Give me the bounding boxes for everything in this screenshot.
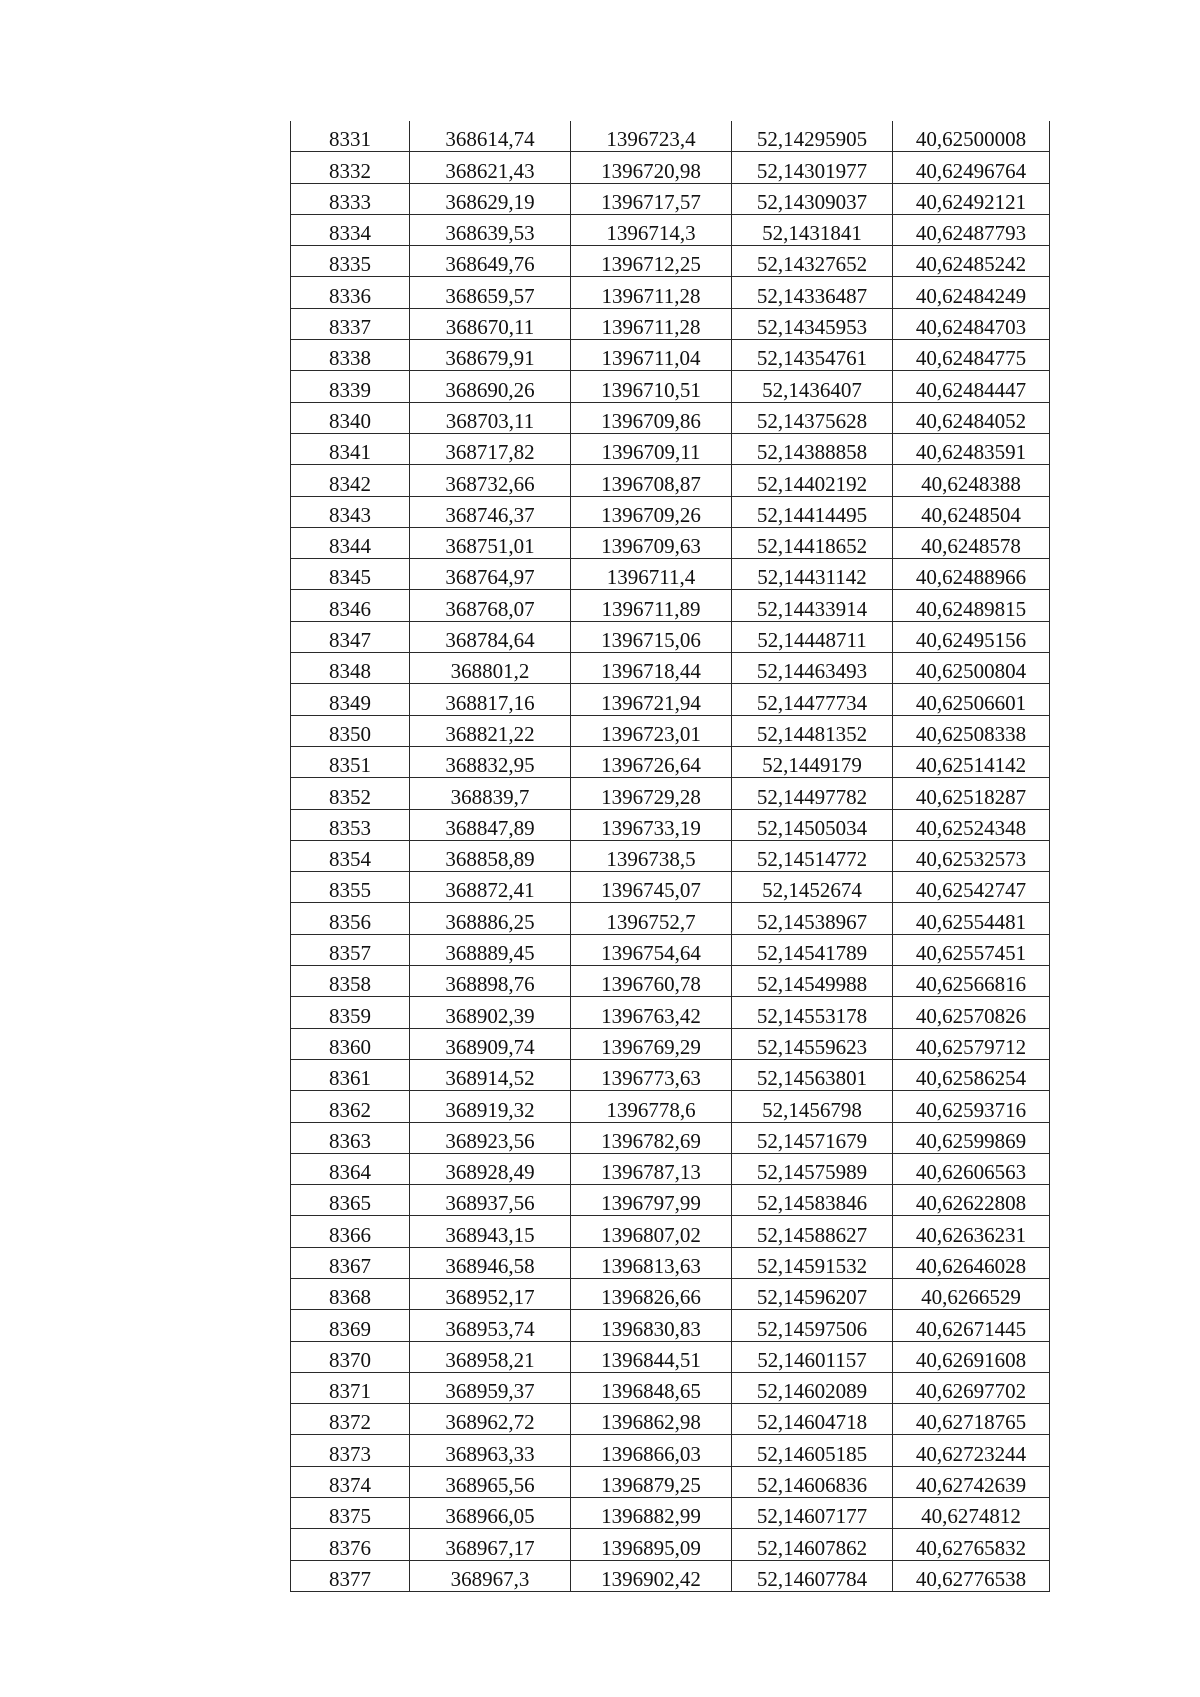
longitude-cell: 52,14553178 [732, 997, 893, 1028]
point-number-cell: 8341 [291, 433, 410, 464]
y-coordinate-cell: 1396708,87 [571, 465, 732, 496]
table-row [291, 1404, 1050, 1435]
y-coordinate-cell: 1396769,29 [571, 1028, 732, 1059]
table-row [291, 872, 1050, 903]
point-number-cell: 8340 [291, 402, 410, 433]
x-coordinate-cell: 368928,49 [410, 1153, 571, 1184]
x-coordinate-cell: 368959,37 [410, 1372, 571, 1403]
longitude-cell: 52,14431142 [732, 559, 893, 590]
x-coordinate-cell: 368886,25 [410, 903, 571, 934]
latitude-cell: 40,62518287 [893, 778, 1050, 809]
point-number-cell: 8356 [291, 903, 410, 934]
longitude-cell: 52,14591532 [732, 1247, 893, 1278]
latitude-cell: 40,62593716 [893, 1091, 1050, 1122]
table-row [291, 840, 1050, 871]
x-coordinate-cell: 368889,45 [410, 934, 571, 965]
point-number-cell: 8338 [291, 340, 410, 371]
table-row [291, 809, 1050, 840]
y-coordinate-cell: 1396752,7 [571, 903, 732, 934]
longitude-cell: 52,14602089 [732, 1372, 893, 1403]
longitude-cell: 52,14596207 [732, 1278, 893, 1309]
table-row [291, 340, 1050, 371]
point-number-cell: 8352 [291, 778, 410, 809]
y-coordinate-cell: 1396830,83 [571, 1310, 732, 1341]
table-row [291, 934, 1050, 965]
table-row [291, 277, 1050, 308]
point-number-cell: 8373 [291, 1435, 410, 1466]
y-coordinate-cell: 1396738,5 [571, 840, 732, 871]
longitude-cell: 52,14505034 [732, 809, 893, 840]
table-row [291, 1028, 1050, 1059]
latitude-cell: 40,62488966 [893, 559, 1050, 590]
y-coordinate-cell: 1396848,65 [571, 1372, 732, 1403]
x-coordinate-cell: 368751,01 [410, 527, 571, 558]
x-coordinate-cell: 368909,74 [410, 1028, 571, 1059]
longitude-cell: 52,14295905 [732, 121, 893, 152]
latitude-cell: 40,6248504 [893, 496, 1050, 527]
y-coordinate-cell: 1396882,99 [571, 1498, 732, 1529]
longitude-cell: 52,14463493 [732, 653, 893, 684]
point-number-cell: 8345 [291, 559, 410, 590]
point-number-cell: 8344 [291, 527, 410, 558]
latitude-cell: 40,62723244 [893, 1435, 1050, 1466]
table-row [291, 1278, 1050, 1309]
longitude-cell: 52,14418652 [732, 527, 893, 558]
longitude-cell: 52,14336487 [732, 277, 893, 308]
y-coordinate-cell: 1396718,44 [571, 653, 732, 684]
y-coordinate-cell: 1396773,63 [571, 1059, 732, 1090]
table-row [291, 183, 1050, 214]
x-coordinate-cell: 368967,17 [410, 1529, 571, 1560]
point-number-cell: 8376 [291, 1529, 410, 1560]
latitude-cell: 40,6266529 [893, 1278, 1050, 1309]
table-row [291, 527, 1050, 558]
table-row [291, 121, 1050, 152]
latitude-cell: 40,62492121 [893, 183, 1050, 214]
longitude-cell: 52,14583846 [732, 1185, 893, 1216]
y-coordinate-cell: 1396717,57 [571, 183, 732, 214]
latitude-cell: 40,6248578 [893, 527, 1050, 558]
longitude-cell: 52,14559623 [732, 1028, 893, 1059]
x-coordinate-cell: 368703,11 [410, 402, 571, 433]
x-coordinate-cell: 368914,52 [410, 1059, 571, 1090]
x-coordinate-cell: 368923,56 [410, 1122, 571, 1153]
longitude-cell: 52,14388858 [732, 433, 893, 464]
y-coordinate-cell: 1396711,89 [571, 590, 732, 621]
point-number-cell: 8349 [291, 684, 410, 715]
x-coordinate-cell: 368965,56 [410, 1466, 571, 1497]
y-coordinate-cell: 1396879,25 [571, 1466, 732, 1497]
table-row [291, 1185, 1050, 1216]
y-coordinate-cell: 1396712,25 [571, 246, 732, 277]
y-coordinate-cell: 1396813,63 [571, 1247, 732, 1278]
latitude-cell: 40,6274812 [893, 1498, 1050, 1529]
table-row [291, 1498, 1050, 1529]
latitude-cell: 40,62554481 [893, 903, 1050, 934]
table-row [291, 966, 1050, 997]
x-coordinate-cell: 368832,95 [410, 746, 571, 777]
longitude-cell: 52,14606836 [732, 1466, 893, 1497]
x-coordinate-cell: 368952,17 [410, 1278, 571, 1309]
longitude-cell: 52,14575989 [732, 1153, 893, 1184]
table-row [291, 371, 1050, 402]
latitude-cell: 40,62765832 [893, 1529, 1050, 1560]
point-number-cell: 8332 [291, 152, 410, 183]
latitude-cell: 40,62487793 [893, 214, 1050, 245]
point-number-cell: 8343 [291, 496, 410, 527]
y-coordinate-cell: 1396720,98 [571, 152, 732, 183]
point-number-cell: 8367 [291, 1247, 410, 1278]
longitude-cell: 52,14571679 [732, 1122, 893, 1153]
point-number-cell: 8339 [291, 371, 410, 402]
point-number-cell: 8336 [291, 277, 410, 308]
table-row [291, 746, 1050, 777]
latitude-cell: 40,62570826 [893, 997, 1050, 1028]
y-coordinate-cell: 1396745,07 [571, 872, 732, 903]
point-number-cell: 8354 [291, 840, 410, 871]
point-number-cell: 8365 [291, 1185, 410, 1216]
x-coordinate-cell: 368629,19 [410, 183, 571, 214]
x-coordinate-cell: 368943,15 [410, 1216, 571, 1247]
latitude-cell: 40,62489815 [893, 590, 1050, 621]
point-number-cell: 8348 [291, 653, 410, 684]
point-number-cell: 8355 [291, 872, 410, 903]
longitude-cell: 52,14605185 [732, 1435, 893, 1466]
latitude-cell: 40,62671445 [893, 1310, 1050, 1341]
y-coordinate-cell: 1396723,4 [571, 121, 732, 152]
point-number-cell: 8362 [291, 1091, 410, 1122]
latitude-cell: 40,62566816 [893, 966, 1050, 997]
point-number-cell: 8347 [291, 621, 410, 652]
point-number-cell: 8361 [291, 1059, 410, 1090]
table-row [291, 1153, 1050, 1184]
latitude-cell: 40,62506601 [893, 684, 1050, 715]
y-coordinate-cell: 1396729,28 [571, 778, 732, 809]
y-coordinate-cell: 1396902,42 [571, 1560, 732, 1591]
y-coordinate-cell: 1396797,99 [571, 1185, 732, 1216]
table-row [291, 1372, 1050, 1403]
latitude-cell: 40,62524348 [893, 809, 1050, 840]
latitude-cell: 40,62776538 [893, 1560, 1050, 1591]
longitude-cell: 52,14601157 [732, 1341, 893, 1372]
point-number-cell: 8334 [291, 214, 410, 245]
x-coordinate-cell: 368784,64 [410, 621, 571, 652]
x-coordinate-cell: 368764,97 [410, 559, 571, 590]
longitude-cell: 52,14414495 [732, 496, 893, 527]
table-row [291, 1059, 1050, 1090]
table-row [291, 715, 1050, 746]
table-row [291, 402, 1050, 433]
coordinates-table-body [291, 121, 1050, 1591]
longitude-cell: 52,14588627 [732, 1216, 893, 1247]
latitude-cell: 40,62514142 [893, 746, 1050, 777]
y-coordinate-cell: 1396787,13 [571, 1153, 732, 1184]
latitude-cell: 40,62697702 [893, 1372, 1050, 1403]
point-number-cell: 8372 [291, 1404, 410, 1435]
table-row [291, 465, 1050, 496]
point-number-cell: 8331 [291, 121, 410, 152]
longitude-cell: 52,1449179 [732, 746, 893, 777]
x-coordinate-cell: 368847,89 [410, 809, 571, 840]
table-row [291, 590, 1050, 621]
point-number-cell: 8359 [291, 997, 410, 1028]
table-row [291, 997, 1050, 1028]
x-coordinate-cell: 368717,82 [410, 433, 571, 464]
longitude-cell: 52,14549988 [732, 966, 893, 997]
table-row [291, 1341, 1050, 1372]
x-coordinate-cell: 368614,74 [410, 121, 571, 152]
y-coordinate-cell: 1396763,42 [571, 997, 732, 1028]
latitude-cell: 40,62586254 [893, 1059, 1050, 1090]
point-number-cell: 8366 [291, 1216, 410, 1247]
latitude-cell: 40,62484703 [893, 308, 1050, 339]
longitude-cell: 52,14354761 [732, 340, 893, 371]
latitude-cell: 40,62485242 [893, 246, 1050, 277]
x-coordinate-cell: 368898,76 [410, 966, 571, 997]
latitude-cell: 40,62606563 [893, 1153, 1050, 1184]
latitude-cell: 40,62691608 [893, 1341, 1050, 1372]
y-coordinate-cell: 1396709,26 [571, 496, 732, 527]
latitude-cell: 40,62496764 [893, 152, 1050, 183]
latitude-cell: 40,62579712 [893, 1028, 1050, 1059]
table-row [291, 1216, 1050, 1247]
y-coordinate-cell: 1396760,78 [571, 966, 732, 997]
x-coordinate-cell: 368659,57 [410, 277, 571, 308]
table-row [291, 1122, 1050, 1153]
latitude-cell: 40,6248388 [893, 465, 1050, 496]
x-coordinate-cell: 368946,58 [410, 1247, 571, 1278]
x-coordinate-cell: 368967,3 [410, 1560, 571, 1591]
longitude-cell: 52,14597506 [732, 1310, 893, 1341]
y-coordinate-cell: 1396721,94 [571, 684, 732, 715]
longitude-cell: 52,14497782 [732, 778, 893, 809]
latitude-cell: 40,62599869 [893, 1122, 1050, 1153]
y-coordinate-cell: 1396866,03 [571, 1435, 732, 1466]
point-number-cell: 8350 [291, 715, 410, 746]
y-coordinate-cell: 1396778,6 [571, 1091, 732, 1122]
x-coordinate-cell: 368966,05 [410, 1498, 571, 1529]
latitude-cell: 40,62542747 [893, 872, 1050, 903]
table-row [291, 214, 1050, 245]
point-number-cell: 8364 [291, 1153, 410, 1184]
table-row [291, 246, 1050, 277]
longitude-cell: 52,14481352 [732, 715, 893, 746]
y-coordinate-cell: 1396733,19 [571, 809, 732, 840]
y-coordinate-cell: 1396723,01 [571, 715, 732, 746]
longitude-cell: 52,14541789 [732, 934, 893, 965]
latitude-cell: 40,62557451 [893, 934, 1050, 965]
table-row [291, 684, 1050, 715]
table-row [291, 778, 1050, 809]
x-coordinate-cell: 368821,22 [410, 715, 571, 746]
x-coordinate-cell: 368902,39 [410, 997, 571, 1028]
x-coordinate-cell: 368858,89 [410, 840, 571, 871]
longitude-cell: 52,14607862 [732, 1529, 893, 1560]
latitude-cell: 40,62622808 [893, 1185, 1050, 1216]
y-coordinate-cell: 1396711,28 [571, 308, 732, 339]
x-coordinate-cell: 368919,32 [410, 1091, 571, 1122]
latitude-cell: 40,62532573 [893, 840, 1050, 871]
longitude-cell: 52,14327652 [732, 246, 893, 277]
table-row [291, 152, 1050, 183]
point-number-cell: 8369 [291, 1310, 410, 1341]
point-number-cell: 8370 [291, 1341, 410, 1372]
y-coordinate-cell: 1396711,28 [571, 277, 732, 308]
point-number-cell: 8351 [291, 746, 410, 777]
latitude-cell: 40,62718765 [893, 1404, 1050, 1435]
x-coordinate-cell: 368817,16 [410, 684, 571, 715]
y-coordinate-cell: 1396826,66 [571, 1278, 732, 1309]
x-coordinate-cell: 368670,11 [410, 308, 571, 339]
point-number-cell: 8337 [291, 308, 410, 339]
point-number-cell: 8374 [291, 1466, 410, 1497]
table-row [291, 1529, 1050, 1560]
longitude-cell: 52,1456798 [732, 1091, 893, 1122]
longitude-cell: 52,1431841 [732, 214, 893, 245]
point-number-cell: 8360 [291, 1028, 410, 1059]
y-coordinate-cell: 1396715,06 [571, 621, 732, 652]
y-coordinate-cell: 1396711,4 [571, 559, 732, 590]
longitude-cell: 52,14604718 [732, 1404, 893, 1435]
latitude-cell: 40,62483591 [893, 433, 1050, 464]
x-coordinate-cell: 368732,66 [410, 465, 571, 496]
y-coordinate-cell: 1396709,86 [571, 402, 732, 433]
point-number-cell: 8333 [291, 183, 410, 214]
latitude-cell: 40,62742639 [893, 1466, 1050, 1497]
point-number-cell: 8335 [291, 246, 410, 277]
table-row [291, 1310, 1050, 1341]
x-coordinate-cell: 368801,2 [410, 653, 571, 684]
longitude-cell: 52,14514772 [732, 840, 893, 871]
latitude-cell: 40,62646028 [893, 1247, 1050, 1278]
point-number-cell: 8358 [291, 966, 410, 997]
table-row [291, 559, 1050, 590]
y-coordinate-cell: 1396726,64 [571, 746, 732, 777]
point-number-cell: 8375 [291, 1498, 410, 1529]
table-row [291, 903, 1050, 934]
y-coordinate-cell: 1396862,98 [571, 1404, 732, 1435]
point-number-cell: 8357 [291, 934, 410, 965]
latitude-cell: 40,62484249 [893, 277, 1050, 308]
table-row [291, 1435, 1050, 1466]
longitude-cell: 52,14375628 [732, 402, 893, 433]
latitude-cell: 40,62500804 [893, 653, 1050, 684]
x-coordinate-cell: 368679,91 [410, 340, 571, 371]
latitude-cell: 40,62508338 [893, 715, 1050, 746]
longitude-cell: 52,14607784 [732, 1560, 893, 1591]
longitude-cell: 52,14433914 [732, 590, 893, 621]
longitude-cell: 52,14309037 [732, 183, 893, 214]
latitude-cell: 40,62495156 [893, 621, 1050, 652]
x-coordinate-cell: 368768,07 [410, 590, 571, 621]
x-coordinate-cell: 368649,76 [410, 246, 571, 277]
longitude-cell: 52,14607177 [732, 1498, 893, 1529]
y-coordinate-cell: 1396782,69 [571, 1122, 732, 1153]
point-number-cell: 8342 [291, 465, 410, 496]
table-row [291, 1247, 1050, 1278]
table-row [291, 1466, 1050, 1497]
y-coordinate-cell: 1396714,3 [571, 214, 732, 245]
table-row [291, 308, 1050, 339]
y-coordinate-cell: 1396710,51 [571, 371, 732, 402]
latitude-cell: 40,62636231 [893, 1216, 1050, 1247]
latitude-cell: 40,62484447 [893, 371, 1050, 402]
latitude-cell: 40,62484052 [893, 402, 1050, 433]
x-coordinate-cell: 368639,53 [410, 214, 571, 245]
y-coordinate-cell: 1396711,04 [571, 340, 732, 371]
coordinates-table [290, 121, 1050, 1592]
longitude-cell: 52,14402192 [732, 465, 893, 496]
x-coordinate-cell: 368937,56 [410, 1185, 571, 1216]
point-number-cell: 8363 [291, 1122, 410, 1153]
latitude-cell: 40,62500008 [893, 121, 1050, 152]
x-coordinate-cell: 368621,43 [410, 152, 571, 183]
point-number-cell: 8368 [291, 1278, 410, 1309]
x-coordinate-cell: 368963,33 [410, 1435, 571, 1466]
table-row [291, 1091, 1050, 1122]
table-row [291, 433, 1050, 464]
y-coordinate-cell: 1396709,11 [571, 433, 732, 464]
longitude-cell: 52,14448711 [732, 621, 893, 652]
x-coordinate-cell: 368953,74 [410, 1310, 571, 1341]
y-coordinate-cell: 1396709,63 [571, 527, 732, 558]
x-coordinate-cell: 368958,21 [410, 1341, 571, 1372]
y-coordinate-cell: 1396844,51 [571, 1341, 732, 1372]
longitude-cell: 52,1452674 [732, 872, 893, 903]
y-coordinate-cell: 1396807,02 [571, 1216, 732, 1247]
longitude-cell: 52,14345953 [732, 308, 893, 339]
point-number-cell: 8346 [291, 590, 410, 621]
table-row [291, 653, 1050, 684]
latitude-cell: 40,62484775 [893, 340, 1050, 371]
x-coordinate-cell: 368746,37 [410, 496, 571, 527]
longitude-cell: 52,1436407 [732, 371, 893, 402]
longitude-cell: 52,14538967 [732, 903, 893, 934]
x-coordinate-cell: 368872,41 [410, 872, 571, 903]
point-number-cell: 8377 [291, 1560, 410, 1591]
table-row [291, 621, 1050, 652]
x-coordinate-cell: 368690,26 [410, 371, 571, 402]
y-coordinate-cell: 1396754,64 [571, 934, 732, 965]
x-coordinate-cell: 368839,7 [410, 778, 571, 809]
longitude-cell: 52,14301977 [732, 152, 893, 183]
x-coordinate-cell: 368962,72 [410, 1404, 571, 1435]
y-coordinate-cell: 1396895,09 [571, 1529, 732, 1560]
longitude-cell: 52,14563801 [732, 1059, 893, 1090]
point-number-cell: 8371 [291, 1372, 410, 1403]
table-row [291, 496, 1050, 527]
longitude-cell: 52,14477734 [732, 684, 893, 715]
point-number-cell: 8353 [291, 809, 410, 840]
table-row [291, 1560, 1050, 1591]
